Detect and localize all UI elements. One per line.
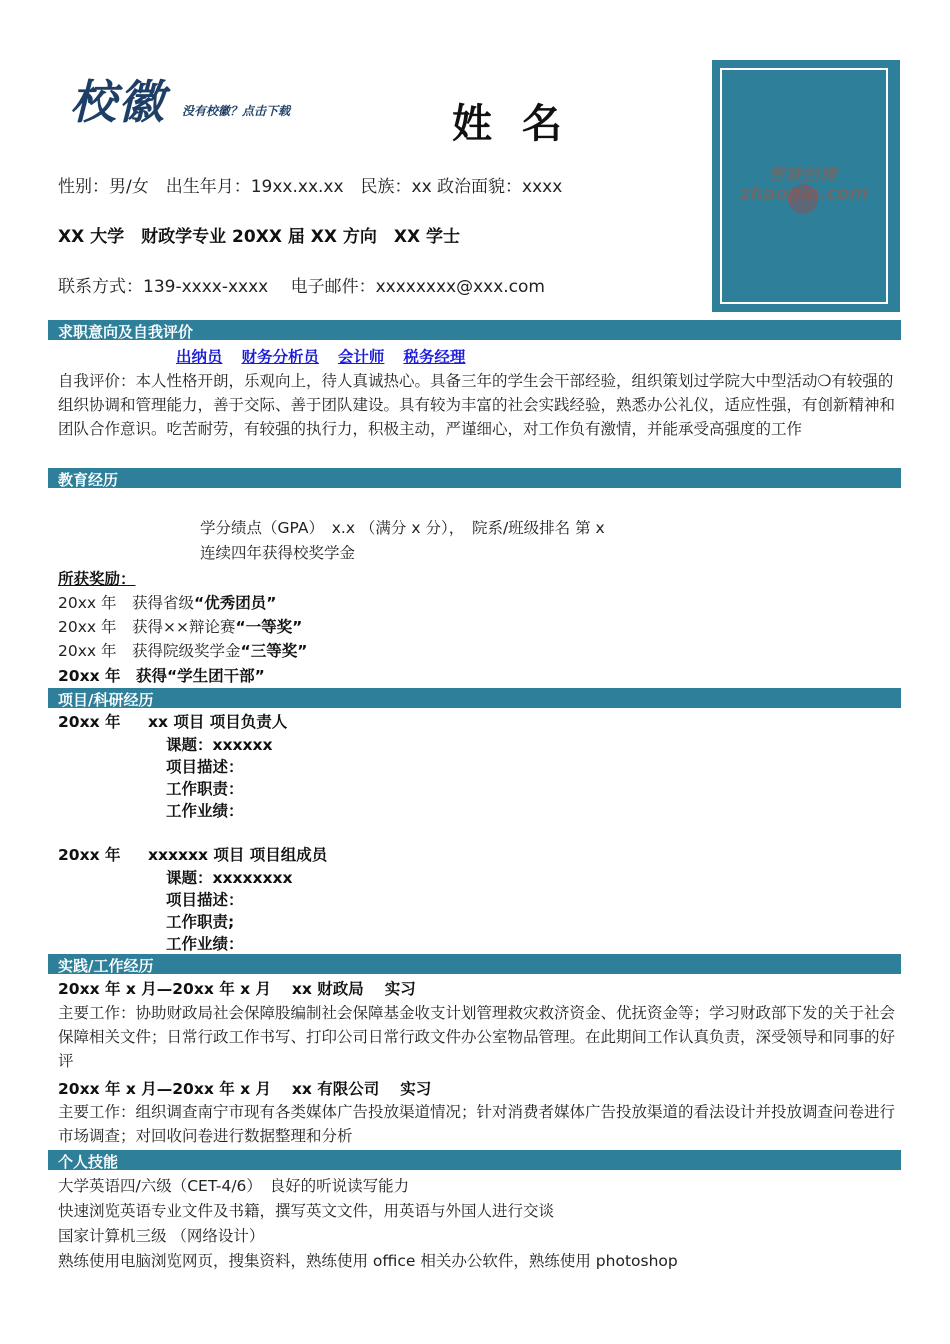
skill-item: 大学英语四/六级（CET-4/6） 良好的听说读写能力 (58, 1177, 410, 1195)
project-year: 20xx 年 (58, 713, 121, 731)
section-title: 实践/工作经历 (58, 957, 154, 975)
project-duty: 工作职责; (166, 913, 235, 931)
award-year: 20xx 年 (58, 667, 121, 685)
award-item (58, 639, 307, 661)
job-link-tax-manager[interactable]: 税务经理 (403, 348, 466, 366)
project-description: 项目描述： (166, 891, 244, 909)
skill-item: 国家计算机三级 （网络设计） (58, 1227, 265, 1245)
section-header-education (48, 468, 901, 488)
school-logo: 校徽 (70, 75, 166, 129)
job-link-cashier[interactable]: 出纳员 (176, 348, 223, 366)
job-link-analyst[interactable]: 财务分析员 (241, 348, 319, 366)
job-intent-list (176, 345, 479, 367)
job-link-accountant[interactable]: 会计师 (337, 348, 385, 366)
award-year: 20xx 年 (58, 618, 117, 636)
contact-info: 联系方式：139-xxxx-xxxx 电子邮件：xxxxxxxx@xxx.com (58, 277, 545, 297)
practice-heading: 20xx 年 x 月—20xx 年 x 月 xx 财政局 实习 (58, 980, 416, 998)
watermark (740, 162, 869, 204)
project-title: xx 项目 项目负责人 (148, 713, 288, 731)
award-item (58, 615, 302, 637)
practice-detail: 主要工作：协助财政局社会保障股编制社会保障基金收支计划管理救灾救济资金、优抚资金等；学习财政部下发的关于社会保障相关文件；日常行政工作书写、打印公司日常行政文件办公室物品管理。在此期间工作认真负责，深受领导和同事的好评 (58, 1004, 896, 1070)
award-highlight: “学生团干部” (167, 667, 265, 685)
section-title: 求职意向及自我评价 (58, 323, 194, 341)
skill-item: 快速浏览英语专业文件及书籍，撰写英文文件，用英语与外国人进行交谈 (58, 1202, 555, 1220)
project-subject: 课题：xxxxxx (166, 736, 273, 754)
logo-download-link[interactable]: 没有校徽？点击下载 (182, 104, 291, 118)
section-title: 项目/科研经历 (58, 691, 154, 709)
watermark-cn: 智联招聘 (768, 165, 837, 184)
award-year: 20xx 年 (58, 594, 117, 612)
section-title: 教育经历 (58, 471, 119, 489)
award-highlight: “优秀团员” (194, 594, 277, 612)
project-year: 20xx 年 (58, 846, 121, 864)
section-header-skills (48, 1150, 901, 1170)
award-item (58, 664, 265, 686)
education-summary: XX 大学 财政学专业 20XX 届 XX 方向 XX 学士 (58, 227, 461, 247)
award-year: 20xx 年 (58, 642, 117, 660)
watermark-dot-icon (788, 184, 818, 214)
project-performance: 工作业绩： (166, 935, 244, 953)
award-text: 获得 (135, 667, 167, 685)
award-highlight: “一等奖” (235, 618, 303, 636)
basic-info: 性别：男/女 出生年月：19xx.xx.xx 民族：xx 政治面貌：xxxx (58, 177, 563, 197)
awards-title: 所获奖励： (58, 570, 136, 588)
project-duty: 工作职责： (166, 780, 244, 798)
candidate-name: 姓 名 (452, 101, 570, 147)
award-text: 获得省级 (132, 594, 195, 612)
scholarship-line: 连续四年获得校奖学金 (200, 544, 356, 562)
award-item (58, 591, 276, 613)
project-subject: 课题：xxxxxxxx (166, 869, 293, 887)
award-text: 获得院级奖学金 (132, 642, 241, 660)
project-description: 项目描述： (166, 758, 244, 776)
self-evaluation: 自我评价：本人性格开朗，乐观向上，待人真诚热心。具备三年的学生会干部经验，组织策划过学院大中型活动❍有较强的组织协调和管理能力，善于交际、善于团队建设。具有较为丰富的社会实践经验，熟悉办公礼仪，适应性强，有创新精神和团队合作意识。吃苦耐劳，有较强的执行力，积极主动，严谨细心，对工作负有激情，并能承受高强度的工作 (58, 372, 896, 438)
skill-item: 熟练使用电脑浏览网页，搜集资料，熟练使用 office 相关办公软件，熟练使用 photoshop (58, 1252, 678, 1270)
watermark-en: zhaopin.com (740, 183, 869, 204)
practice-heading: 20xx 年 x 月—20xx 年 x 月 xx 有限公司 实习 (58, 1080, 432, 1098)
project-performance: 工作业绩： (166, 802, 244, 820)
section-header-practice (48, 954, 901, 974)
gpa-line: 学分绩点（GPA） x.x （满分 x 分）， 院系/班级排名 第 x (200, 519, 605, 537)
section-header-intent (48, 320, 901, 340)
project-title: xxxxxx 项目 项目组成员 (148, 846, 328, 864)
award-text: 获得××辩论赛 (132, 618, 236, 636)
photo-frame[interactable] (712, 60, 900, 312)
section-header-projects (48, 688, 901, 708)
practice-detail: 主要工作：组织调查南宁市现有各类媒体广告投放渠道情况；针对消费者媒体广告投放渠道的看法设计并投放调查问卷进行市场调查；对回收问卷进行数据整理和分析 (58, 1103, 896, 1145)
section-title: 个人技能 (58, 1153, 119, 1171)
award-highlight: “三等奖” (240, 642, 308, 660)
